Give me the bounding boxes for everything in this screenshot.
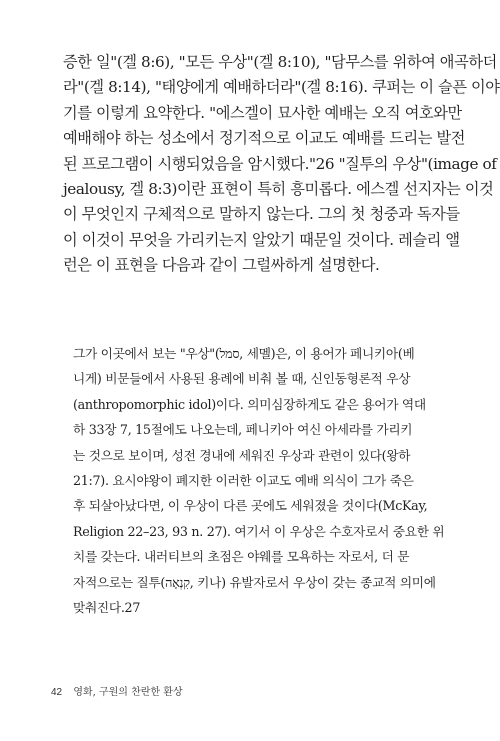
quote-line: (anthropomorphic idol)이다. 의미심장하게도 같은 용어가 역대 bbox=[73, 396, 426, 412]
quote-line: 자적으로는 질투(קִנְאָה, 키나) 유발자로서 우상이 갖는 종교적 의미에 bbox=[73, 574, 436, 590]
quote-line: 후 되살아났다면, 이 우상이 다른 곳에도 세워졌을 것이다(McKay, bbox=[73, 498, 428, 514]
body-text bbox=[63, 50, 500, 279]
page-number: 42 bbox=[51, 687, 63, 698]
quote-line: 는 것으로 보이며, 성전 경내에 세워진 우상과 관련이 있다(왕하 bbox=[73, 447, 411, 463]
body-line: 라"(겔 8:14), "태양에게 예배하더라"(겔 8:16). 쿠퍼는 이 슬픈 이야 bbox=[63, 78, 500, 97]
body-line: 이 무엇인지 구체적으로 말하지 않는다. 그의 첫 청중과 독자들 bbox=[63, 205, 460, 224]
body-line: 증한 일"(겔 8:6), "모든 우상"(겔 8:10), "담무스를 위하여 애곡하더 bbox=[63, 53, 497, 71]
body-line: 된 프로그램이 시행되었음을 암시했다."26 "질투의 우상"(image of bbox=[63, 154, 497, 173]
block-quote bbox=[73, 341, 445, 620]
quote-line: 치를 갖는다. 내러티브의 초점은 야웨를 모욕하는 자로서, 더 문 bbox=[73, 549, 410, 565]
running-title: 영화, 구원의 찬란한 환상 bbox=[73, 687, 183, 698]
quote-line: 니게) 비문들에서 사용된 용례에 비춰 볼 때, 신인동형론적 우상 bbox=[73, 371, 411, 387]
quote-line: 21:7). 요시야왕이 폐지한 이러한 이교도 예배 의식이 그가 죽은 bbox=[73, 472, 414, 488]
quote-line: 하 33장 7, 15절에도 나오는데, 페니키아 여신 아세라를 가리키 bbox=[73, 422, 413, 438]
body-line: 이 이것이 무엇을 가리키는지 알았기 때문일 것이다. 레슬리 앨 bbox=[63, 230, 460, 249]
body-line: jealousy, 겔 8:3)이란 표현이 특히 흥미롭다. 에스겔 선지자는 이것 bbox=[63, 179, 494, 198]
body-line: 기를 이렇게 요약한다. "에스겔이 묘사한 예배는 오직 여호와만 bbox=[63, 103, 462, 122]
quote-line: Religion 22–23, 93 n. 27). 여기서 이 우상은 수호자로서 중요한 위 bbox=[73, 523, 445, 539]
page-footer bbox=[51, 683, 183, 698]
body-line: 런은 이 표현을 다음과 같이 그럴싸하게 설명한다. bbox=[63, 256, 380, 275]
body-line: 예배해야 하는 성소에서 정기적으로 이교도 예배를 드리는 발전 bbox=[63, 129, 466, 148]
quote-line: 맞춰진다.27 bbox=[73, 599, 141, 615]
quote-line: 그가 이곳에서 보는 "우상"(סמל, 세멜)은, 이 용어가 페니키아(베 bbox=[73, 346, 415, 361]
